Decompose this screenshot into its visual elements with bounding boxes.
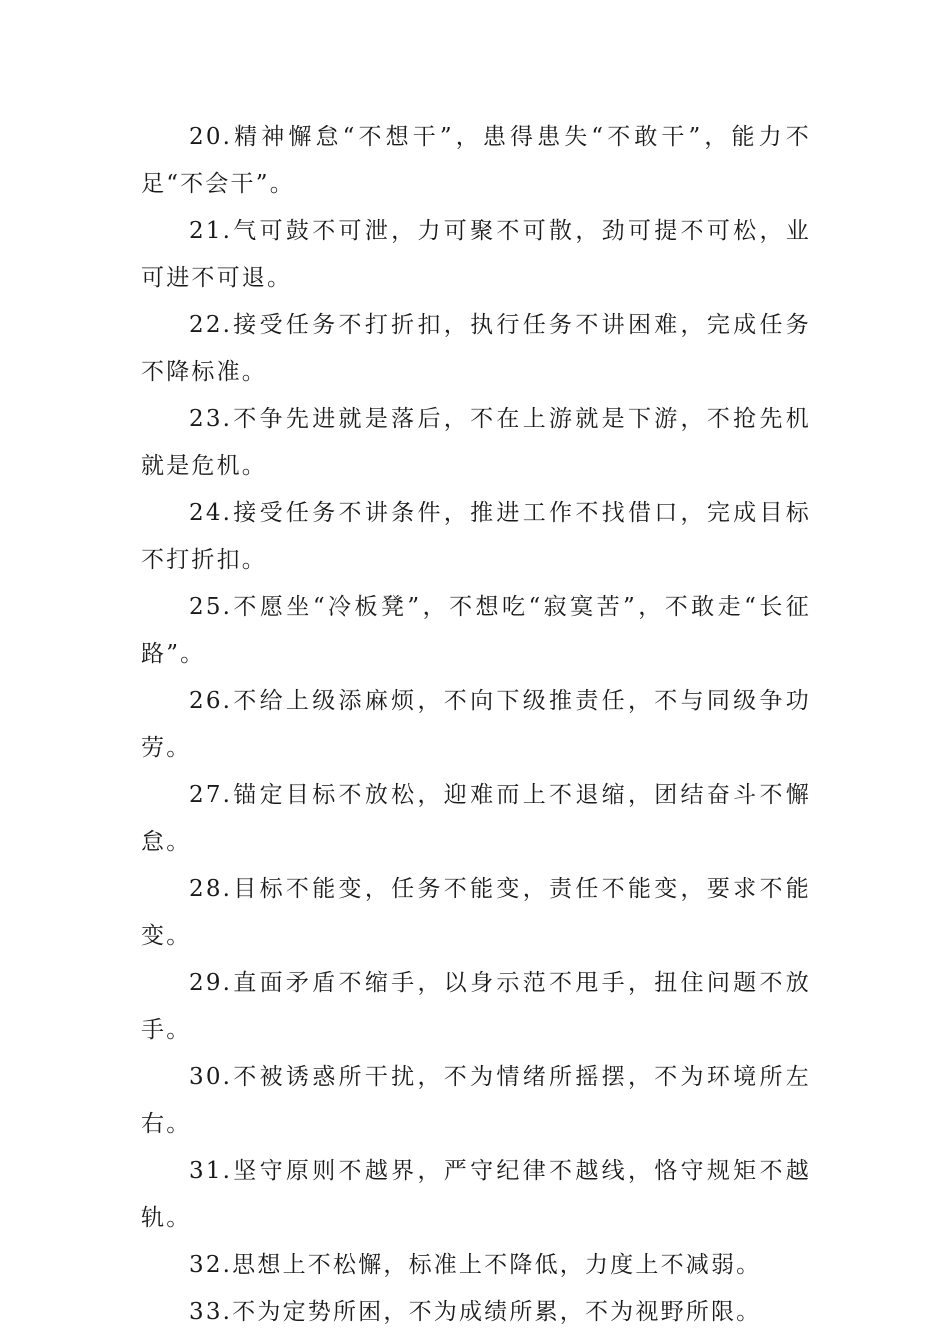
paragraph-item-24: 24.接受任务不讲条件，推进工作不找借口，完成目标不打折扣。 [141, 500, 811, 573]
paragraph-item-26: 26.不给上级添麻烦，不向下级推责任，不与同级争功劳。 [141, 688, 811, 761]
paragraph-item-23: 23.不争先进就是落后，不在上游就是下游，不抢先机就是危机。 [141, 406, 811, 479]
paragraph-item-25: 25.不愿坐“冷板凳”，不想吃“寂寞苦”，不敢走“长征路”。 [141, 594, 811, 667]
paragraph-item-31: 31.坚守原则不越界，严守纪律不越线，恪守规矩不越轨。 [141, 1158, 811, 1231]
paragraph-item-33: 33.不为定势所困，不为成绩所累，不为视野所限。 [189, 1299, 762, 1325]
paragraph-item-27: 27.锚定目标不放松，迎难而上不退缩，团结奋斗不懈怠。 [141, 782, 811, 855]
paragraph-item-20: 20.精神懈怠“不想干”，患得患失“不敢干”，能力不足“不会干”。 [141, 124, 811, 197]
paragraph-item-22: 22.接受任务不打折扣，执行任务不讲困难，完成任务不降标准。 [141, 312, 811, 385]
paragraph-item-32: 32.思想上不松懈，标准上不降低，力度上不减弱。 [189, 1252, 762, 1278]
paragraph-item-29: 29.直面矛盾不缩手，以身示范不甩手，扭住问题不放手。 [141, 970, 811, 1043]
paragraph-item-28: 28.目标不能变，任务不能变，责任不能变，要求不能变。 [141, 876, 811, 949]
paragraph-item-30: 30.不被诱惑所干扰，不为情绪所摇摆，不为环境所左右。 [141, 1064, 811, 1137]
paragraph-item-21: 21.气可鼓不可泄，力可聚不可散，劲可提不可松，业可进不可退。 [141, 218, 811, 291]
document-page [141, 114, 811, 1336]
